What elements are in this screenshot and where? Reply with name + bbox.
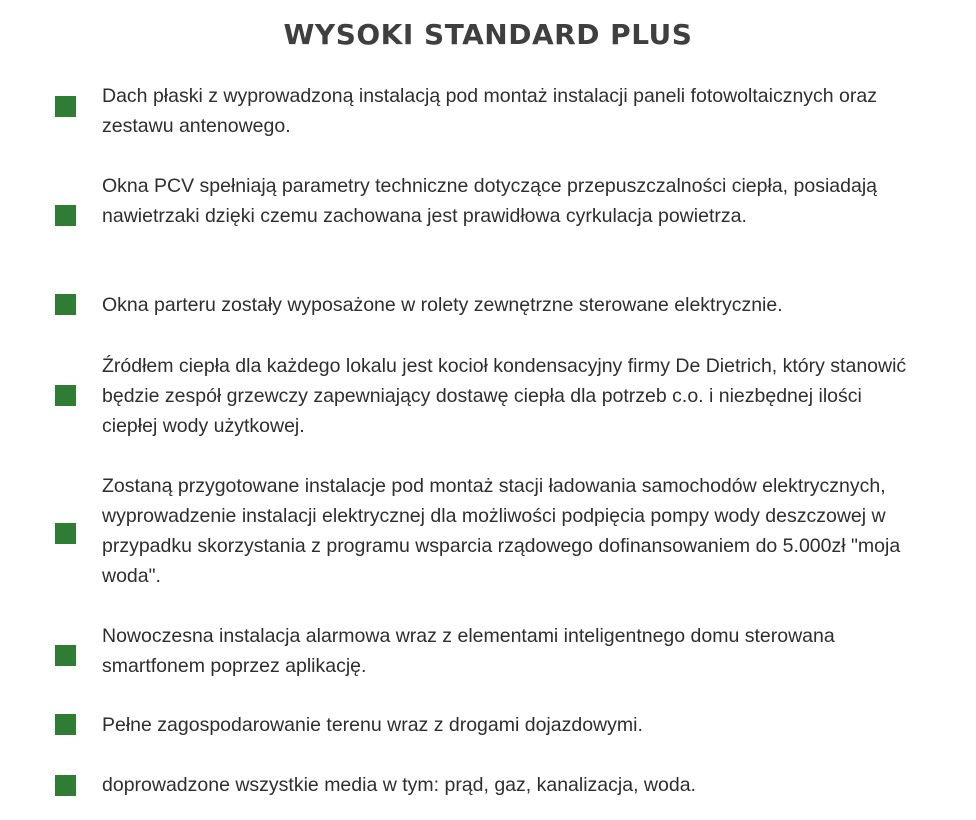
square-bullet-icon [55,205,76,226]
square-bullet-icon [55,714,76,735]
list-item-text: Źródłem ciepła dla każdego lokalu jest kocioł kondensacyjny firmy De Dietrich, który stanowić będzie zespół grzewczy zapewniający dostawę ciepła dla potrzeb c.o. i niezbędnej ilości ciepłej wody użytkowej. [102,355,907,437]
list-item-text: Zostaną przygotowane instalacje pod montaż stacji ładowania samochodów elektrycznych, wyprowadzenie instalacji elektrycznej dla możliwości podpięcia pompy wody deszczowej w przypadku skorzystania z programu wsparcia rządowego dofinansowaniem do 5.000zł "moja woda". [102,475,901,587]
square-bullet-icon [55,385,76,406]
list-item-text: Pełne zagospodarowanie terenu wraz z drogami dojazdowymi. [102,714,643,736]
square-bullet-icon [55,523,76,544]
square-bullet-icon [55,96,76,117]
list-item-text: Okna PCV spełniają parametry techniczne dotyczące przepuszczalności ciepła, posiadają nawietrzaki dzięki czemu zachowana jest prawidłowa cyrkulacja powietrza. [102,175,877,227]
square-bullet-icon [55,294,76,315]
list-item-text: doprowadzone wszystkie media w tym: prąd, gaz, kanalizacja, woda. [102,774,696,796]
square-bullet-icon [55,645,76,666]
list-item-text: Okna parteru zostały wyposażone w rolety zewnętrzne sterowane elektrycznie. [102,294,783,316]
square-bullet-icon [55,775,76,796]
list-item-text: Dach płaski z wyprowadzoną instalacją pod montaż instalacji paneli fotowoltaicznych oraz zestawu antenowego. [102,85,877,137]
list-item-text: Nowoczesna instalacja alarmowa wraz z elementami inteligentnego domu sterowana smartfonem poprzez aplikację. [102,625,835,677]
page-title: WYSOKI STANDARD PLUS [283,18,693,51]
